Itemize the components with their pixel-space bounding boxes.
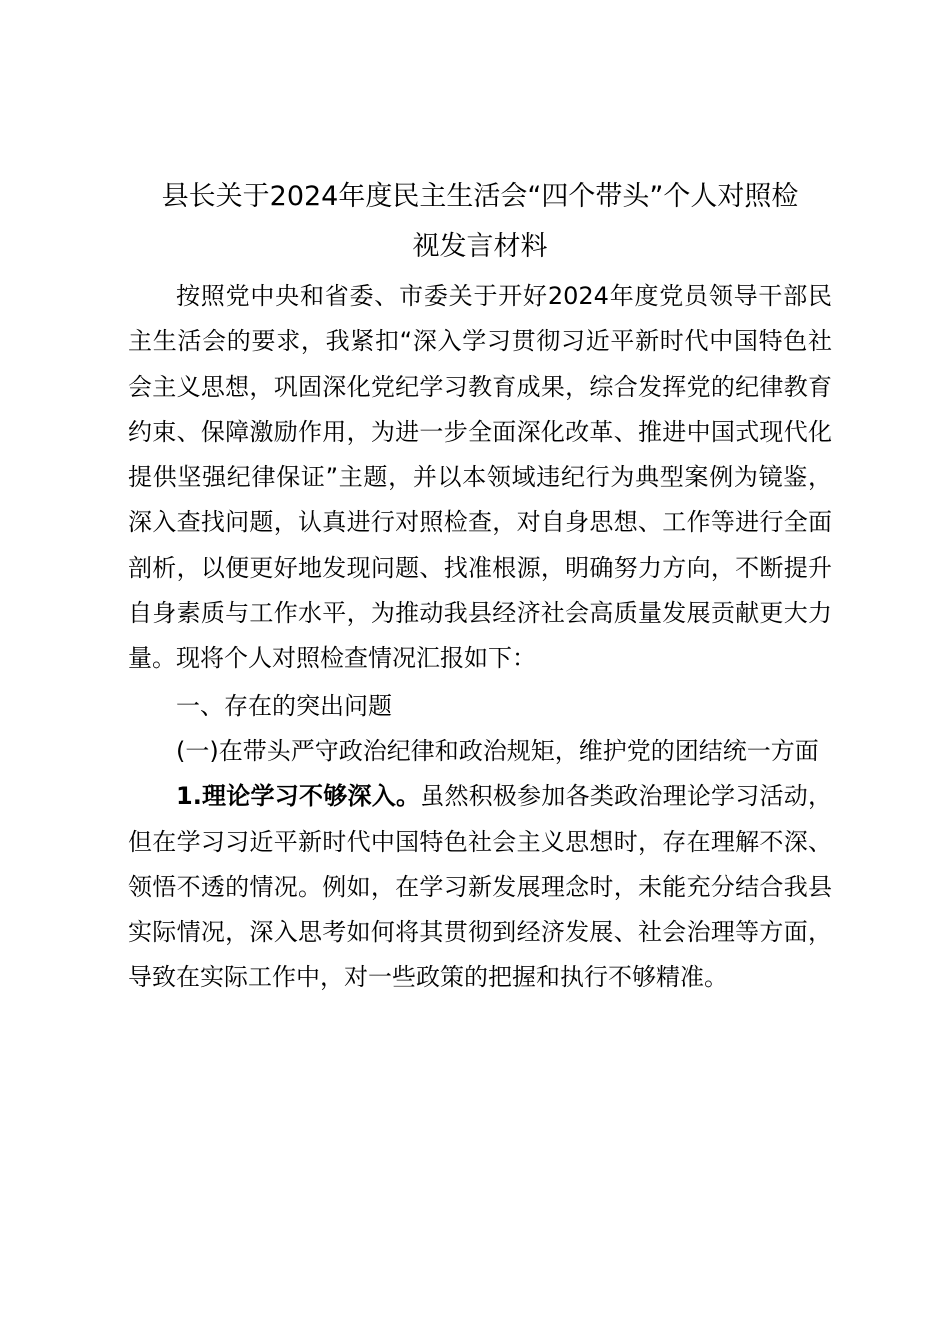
document-body: [128, 274, 832, 1001]
item-1-title: 1.理论学习不够深入。: [176, 782, 421, 811]
item-1-paragraph: [128, 774, 832, 1000]
intro-paragraph: 按照党中央和省委、市委关于开好2024年度党员领导干部民主生活会的要求，我紧扣“深入学习贯彻习近平新时代中国特色社会主义思想，巩固深化党纪学习教育成果，综合发挥党的纪律教育约束、保障激励作用，为进一步全面深化改革、推进中国式现代化提供坚强纪律保证”主题，并以本领域违纪行为典型案例为镜鉴，深入查找问题，认真进行对照检查，对自身思想、工作等进行全面剖析，以便更好地发现问题、找准根源，明确努力方向，不断提升自身素质与工作水平，为推动我县经济社会高质量发展贡献更大力量。现将个人对照检查情况汇报如下：: [128, 282, 832, 673]
subsection-heading: (一)在带头严守政治纪律和政治规矩，维护党的团结统一方面: [176, 736, 819, 765]
title-line-2: 视发言材料: [412, 231, 548, 262]
item-1-text: 虽然积极参加各类政治理论学习活动，但在学习习近平新时代中国特色社会主义思想时，存在理解不深、领悟不透的情况。例如，在学习新发展理念时，未能充分结合我县实际情况，深入思考如何将其贯彻到经济发展、社会治理等方面，导致在实际工作中，对一些政策的把握和执行不够精准。: [128, 782, 833, 992]
document-title: [120, 172, 840, 272]
section-heading: 一、存在的突出问题: [176, 691, 392, 720]
title-line-1: 县长关于2024年度民主生活会“四个带头”个人对照检: [161, 181, 799, 212]
